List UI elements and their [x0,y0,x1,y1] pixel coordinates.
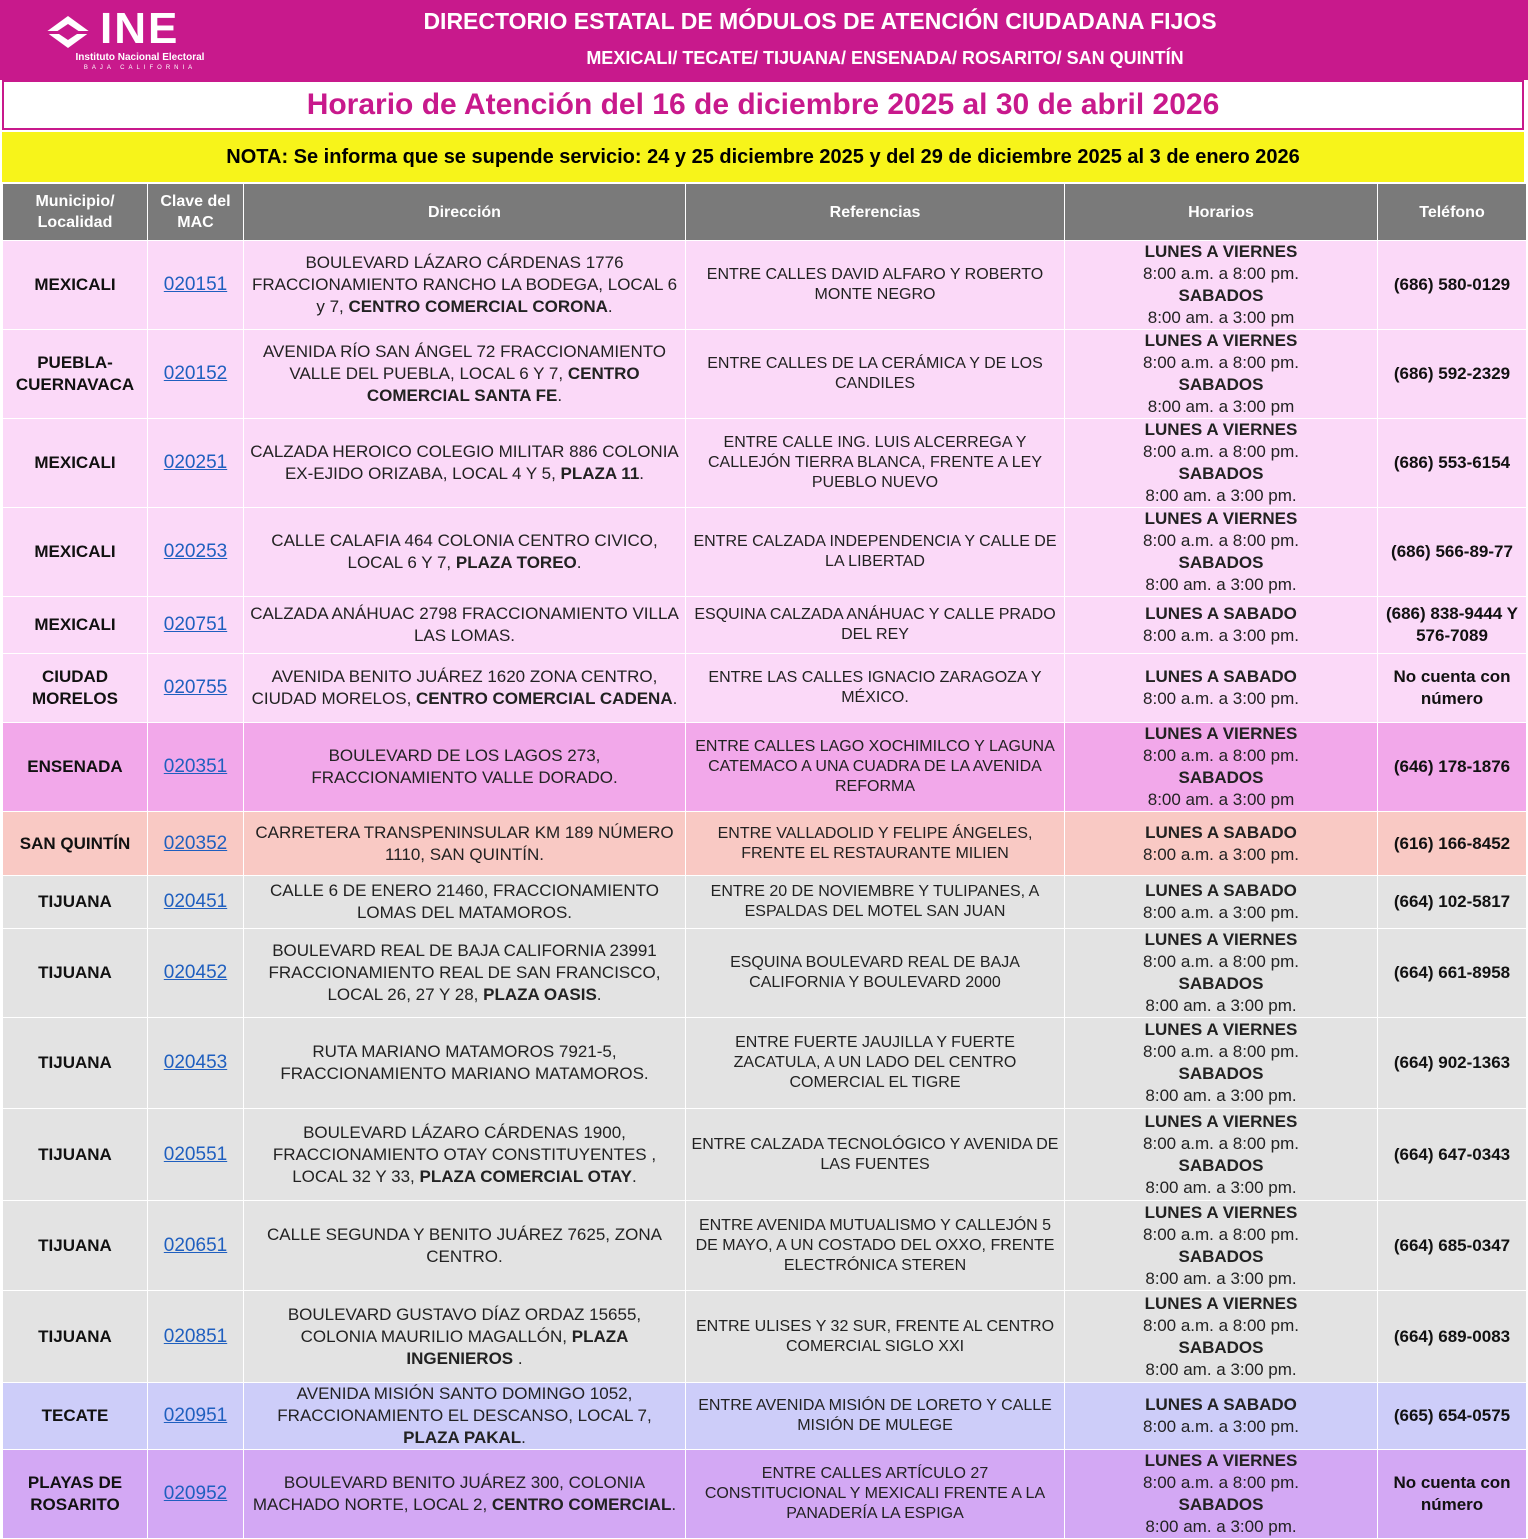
telefono-cell: No cuenta con número [1378,1450,1527,1539]
schedule-days: LUNES A VIERNES [1144,1111,1298,1131]
horarios-cell [1065,241,1378,330]
logo-word: INE [100,4,180,53]
horarios-cell [1065,1109,1378,1201]
schedule-hours-saturday: 8:00 am. a 3:00 pm [1147,308,1295,327]
telefono-cell: (686) 592-2329 [1378,330,1527,419]
schedule-days-saturday: SABADOS [1178,375,1264,394]
schedule-hours: 8:00 a.m. a 8:00 pm. [1143,1473,1299,1492]
schedule-hours: 8:00 a.m. a 8:00 pm. [1143,353,1299,372]
table-row [3,876,1527,929]
schedule-hours: 8:00 a.m. a 3:00 pm. [1143,1417,1299,1436]
logo-state: BAJA CALIFORNIA [83,65,197,71]
schedule-days: LUNES A VIERNES [1144,1020,1298,1039]
ine-logo-mark-icon [44,14,92,50]
schedule-days-saturday: SABADOS [1178,768,1264,787]
schedule-hours-saturday: 8:00 am. a 3:00 pm [1147,790,1295,809]
clave-link[interactable]: 020251 [163,452,228,473]
referencias-cell: ENTRE VALLADOLID Y FELIPE ÁNGELES, FRENTE EL RESTAURANTE MILIEN [686,812,1065,876]
telefono-cell: (686) 553-6154 [1378,419,1527,508]
address-plaza: PLAZA OASIS [483,985,597,1004]
address-text: CALZADA ANÁHUAC 2798 FRACCIONAMIENTO VILLA LAS LOMAS. [250,604,679,645]
schedule-hours-saturday: 8:00 am. a 3:00 pm. [1145,575,1297,594]
table-row [3,929,1527,1018]
direccion-cell [244,419,686,508]
clave-cell [148,330,244,419]
schedule-hours: 8:00 a.m. a 3:00 pm. [1143,844,1299,864]
address-plaza: PLAZA PAKAL [403,1428,522,1447]
schedule-days-saturday: SABADOS [1178,1246,1264,1266]
direccion-cell [244,1291,686,1383]
municipio-cell: PUEBLA-CUERNAVACA [3,330,148,419]
direccion-cell [244,1383,686,1450]
municipio-cell: ENSENADA [3,723,148,812]
schedule-hours-saturday: 8:00 am. a 3:00 pm. [1145,1177,1297,1197]
telefono-cell: (664) 902-1363 [1378,1018,1527,1109]
page-subtitle: MEXICALI/ TECATE/ TIJUANA/ ENSENADA/ ROSARITO/ SAN QUINTÍN [586,48,1184,68]
telefono-cell: (616) 166-8452 [1378,812,1527,876]
municipio-cell: MEXICALI [3,241,148,330]
schedule-days: LUNES A VIERNES [1144,509,1298,528]
horarios-cell [1065,597,1378,654]
schedule-days: LUNES A SABADO [1145,604,1297,623]
address-end: . [513,1348,523,1368]
schedule-days: LUNES A VIERNES [1144,242,1298,261]
page-title: DIRECTORIO ESTATAL DE MÓDULOS DE ATENCIÓN CIUDADANA FIJOS [423,8,1217,34]
direccion-cell [244,1018,686,1109]
address-plaza: CENTRO COMERCIAL CORONA [348,297,608,316]
horarios-cell [1065,1201,1378,1291]
table-row [3,1383,1527,1450]
schedule-days: LUNES A SABADO [1145,1395,1297,1414]
table-row [3,1018,1527,1109]
schedule-hours: 8:00 a.m. a 8:00 pm. [1143,1224,1299,1244]
municipio-cell: SAN QUINTÍN [3,812,148,876]
horarios-cell [1065,812,1378,876]
address-text: BOULEVARD DE LOS LAGOS 273, FRACCIONAMIENTO VALLE DORADO. [311,746,618,787]
telefono-cell: (686) 566-89-77 [1378,508,1527,597]
clave-cell [148,654,244,723]
address-end: . [607,297,613,316]
clave-cell [148,597,244,654]
schedule-hours: 8:00 a.m. a 8:00 pm. [1143,531,1299,550]
direccion-cell [244,597,686,654]
clave-link[interactable]: 020451 [163,891,228,912]
telefono-cell: (664) 689-0083 [1378,1291,1527,1383]
schedule-days: LUNES A VIERNES [1144,1293,1298,1313]
schedule-hours: 8:00 a.m. a 3:00 pm. [1143,689,1299,708]
clave-link[interactable]: 020152 [163,363,228,384]
address-text: AVENIDA RÍO SAN ÁNGEL 72 FRACCIONAMIENTO VALLE DEL PUEBLA, LOCAL 6 Y 7, [262,342,667,383]
municipio-cell: PLAYAS DE ROSARITO [3,1450,148,1539]
column-header-clave: Clave del MAC [148,184,244,241]
horarios-cell [1065,1383,1378,1450]
schedule-hours: 8:00 a.m. a 8:00 pm. [1143,264,1299,283]
referencias-cell: ENTRE ULISES Y 32 SUR, FRENTE AL CENTRO COMERCIAL SIGLO XXI [686,1291,1065,1383]
address-plaza: PLAZA TOREO [455,553,577,572]
referencias-cell: ENTRE CALLE ING. LUIS ALCERREGA Y CALLEJÓN TIERRA BLANCA, FRENTE A LEY PUEBLO NUEVO [686,419,1065,508]
referencias-cell: ENTRE FUERTE JAUJILLA Y FUERTE ZACATULA, A UN LADO DEL CENTRO COMERCIAL EL TIGRE [686,1018,1065,1109]
schedule-days-saturday: SABADOS [1178,974,1264,993]
clave-link[interactable]: 020851 [163,1325,228,1347]
schedule-days-saturday: SABADOS [1178,1064,1264,1083]
schedule-days: LUNES A VIERNES [1144,724,1298,743]
clave-link[interactable]: 020751 [163,614,228,635]
table-row [3,597,1527,654]
table-row [3,330,1527,419]
clave-link[interactable]: 020951 [163,1405,228,1426]
direccion-cell [244,929,686,1018]
horarios-cell [1065,929,1378,1018]
referencias-cell: ENTRE 20 DE NOVIEMBRE Y TULIPANES, A ESPALDAS DEL MOTEL SAN JUAN [686,876,1065,929]
modules-table [2,183,1527,1539]
address-plaza: CENTRO COMERCIAL [491,1495,672,1514]
direccion-cell [244,241,686,330]
schedule-days: LUNES A VIERNES [1144,1202,1298,1222]
table-header-row [3,184,1527,241]
horarios-cell [1065,1291,1378,1383]
schedule-hours: 8:00 a.m. a 8:00 pm. [1143,1042,1299,1061]
telefono-cell: (664) 102-5817 [1378,876,1527,929]
direccion-cell [244,723,686,812]
table-row [3,723,1527,812]
schedule-hours: 8:00 a.m. a 8:00 pm. [1143,952,1299,971]
table-row [3,654,1527,723]
address-text: CALLE 6 DE ENERO 21460, FRACCIONAMIENTO LOMAS DEL MATAMOROS. [270,881,659,922]
municipio-cell: TIJUANA [3,876,148,929]
clave-cell [148,241,244,330]
column-header-municipio: Municipio/ Localidad [3,184,148,241]
municipio-cell: CIUDAD MORELOS [3,654,148,723]
header-banner [0,0,1528,80]
column-header-referencias: Referencias [686,184,1065,241]
column-header-telefono: Teléfono [1378,184,1527,241]
address-plaza: CENTRO COMERCIAL CADENA [416,689,673,708]
address-text: BOULEVARD LÁZARO CÁRDENAS 1900, FRACCIONAMIENTO OTAY CONSTITUYENTES , LOCAL 32 Y 33, [272,1122,657,1186]
municipio-cell: TIJUANA [3,1018,148,1109]
schedule-days-saturday: SABADOS [1178,1337,1264,1357]
horarios-cell [1065,1018,1378,1109]
schedule-hours: 8:00 a.m. a 8:00 pm. [1143,442,1299,461]
address-end: . [596,985,602,1004]
address-plaza: PLAZA 11 [560,464,640,483]
telefono-cell: (646) 178-1876 [1378,723,1527,812]
table-row [3,1201,1527,1291]
schedule-days: LUNES A VIERNES [1144,420,1298,439]
ine-logo [40,4,240,72]
clave-cell [148,508,244,597]
horarios-cell [1065,508,1378,597]
table-row [3,508,1527,597]
schedule-days-saturday: SABADOS [1178,553,1264,572]
table-row [3,1109,1527,1201]
schedule-days-saturday: SABADOS [1178,464,1264,483]
referencias-cell: ENTRE AVENIDA MUTUALISMO Y CALLEJÓN 5 DE MAYO, A UN COSTADO DEL OXXO, FRENTE ELECTRÓNICA STEREN [686,1201,1065,1291]
telefono-cell: No cuenta con número [1378,654,1527,723]
telefono-cell: (665) 654-0575 [1378,1383,1527,1450]
address-text: CALLE SEGUNDA Y BENITO JUÁREZ 7625, ZONA CENTRO. [267,1224,662,1266]
schedule-hours: 8:00 a.m. a 8:00 pm. [1143,746,1299,765]
municipio-cell: MEXICALI [3,597,148,654]
address-text: CARRETERA TRANSPENINSULAR KM 189 NÚMERO 1110, SAN QUINTÍN. [255,822,674,864]
schedule-days-saturday: SABADOS [1178,1495,1264,1514]
horarios-cell [1065,876,1378,929]
address-plaza: PLAZA COMERCIAL OTAY [419,1166,633,1186]
clave-cell [148,1450,244,1539]
clave-cell [148,876,244,929]
schedule-hours: 8:00 a.m. a 8:00 pm. [1143,1315,1299,1335]
schedule-hours-saturday: 8:00 am. a 3:00 pm. [1145,1268,1297,1288]
horarios-cell [1065,654,1378,723]
horarios-cell [1065,1450,1378,1539]
referencias-cell: ENTRE AVENIDA MISIÓN DE LORETO Y CALLE MISIÓN DE MULEGE [686,1383,1065,1450]
telefono-cell: (664) 647-0343 [1378,1109,1527,1201]
clave-link[interactable]: 020952 [163,1483,228,1504]
schedule-hours-saturday: 8:00 am. a 3:00 pm [1147,397,1295,416]
address-end: . [632,1166,637,1186]
schedule-hours-saturday: 8:00 am. a 3:00 pm. [1145,1086,1297,1105]
municipio-cell: TIJUANA [3,929,148,1018]
logo-subtitle: Instituto Nacional Electoral [75,52,205,63]
address-end: . [639,464,645,483]
clave-link[interactable]: 020351 [163,756,228,777]
direccion-cell [244,812,686,876]
referencias-cell: ENTRE CALLES DAVID ALFARO Y ROBERTO MONTE NEGRO [686,241,1065,330]
telefono-cell: (664) 661-8958 [1378,929,1527,1018]
clave-cell [148,723,244,812]
schedule-days: LUNES A SABADO [1145,881,1297,900]
address-text: CALZADA HEROICO COLEGIO MILITAR 886 COLONIA EX-EJIDO ORIZABA, LOCAL 4 Y 5, [250,442,679,483]
clave-cell [148,1383,244,1450]
schedule-hours-saturday: 8:00 am. a 3:00 pm. [1145,1517,1297,1536]
column-header-direccion: Dirección [244,184,686,241]
telefono-cell: (686) 580-0129 [1378,241,1527,330]
schedule-days: LUNES A VIERNES [1144,1451,1298,1470]
address-plaza: PLAZA INGENIEROS [406,1326,629,1368]
municipio-cell: MEXICALI [3,419,148,508]
clave-cell [148,419,244,508]
horarios-cell [1065,723,1378,812]
schedule-days: LUNES A VIERNES [1144,930,1298,949]
schedule-hours: 8:00 a.m. a 8:00 pm. [1143,1133,1299,1153]
schedule-days: LUNES A SABADO [1145,822,1297,842]
direccion-cell [244,876,686,929]
clave-cell [148,1109,244,1201]
address-text: AVENIDA BENITO JUÁREZ 1620 ZONA CENTRO, CIUDAD MORELOS, [251,667,658,708]
service-note: NOTA: Se informa que se supende servicio: 24 y 25 diciembre 2025 y del 29 de diciembre 2025 al 3 de enero 2026 [2,132,1524,182]
address-text: BOULEVARD REAL DE BAJA CALIFORNIA 23991 FRACCIONAMIENTO REAL DE SAN FRANCISCO, LOCAL 26, 27 Y 28, [268,941,661,1004]
referencias-cell: ENTRE CALZADA INDEPENDENCIA Y CALLE DE LA LIBERTAD [686,508,1065,597]
table-row [3,241,1527,330]
clave-cell [148,929,244,1018]
referencias-cell: ENTRE CALLES DE LA CERÁMICA Y DE LOS CANDILES [686,330,1065,419]
address-end: . [672,689,678,708]
municipio-cell: TECATE [3,1383,148,1450]
clave-link[interactable]: 020651 [163,1234,228,1256]
address-text: BOULEVARD GUSTAVO DÍAZ ORDAZ 15655, COLONIA MAURILIO MAGALLÓN, [287,1304,642,1346]
schedule-hours: 8:00 a.m. a 3:00 pm. [1143,626,1299,645]
clave-link[interactable]: 020452 [163,962,228,983]
column-header-horarios: Horarios [1065,184,1378,241]
direccion-cell [244,330,686,419]
referencias-cell: ENTRE LAS CALLES IGNACIO ZARAGOZA Y MÉXICO. [686,654,1065,723]
municipio-cell: TIJUANA [3,1201,148,1291]
referencias-cell: ENTRE CALLES ARTÍCULO 27 CONSTITUCIONAL Y MEXICALI FRENTE A LA PANADERÍA LA ESPIGA [686,1450,1065,1539]
municipio-cell: TIJUANA [3,1109,148,1201]
schedule-days: LUNES A SABADO [1145,667,1297,686]
referencias-cell: ESQUINA CALZADA ANÁHUAC Y CALLE PRADO DEL REY [686,597,1065,654]
horarios-cell [1065,419,1378,508]
address-end: . [671,1495,677,1514]
address-text: CALLE CALAFIA 464 COLONIA CENTRO CIVICO, LOCAL 6 Y 7, [271,531,658,572]
horarios-cell [1065,330,1378,419]
direccion-cell [244,1201,686,1291]
direccion-cell [244,508,686,597]
address-text: BOULEVARD BENITO JUÁREZ 300, COLONIA MACHADO NORTE, LOCAL 2, [252,1473,646,1514]
telefono-cell: (686) 838-9444 Y 576-7089 [1378,597,1527,654]
clave-cell [148,1018,244,1109]
clave-link[interactable]: 020352 [163,832,228,854]
table-row [3,1291,1527,1383]
municipio-cell: MEXICALI [3,508,148,597]
address-end: . [521,1428,526,1447]
direccion-cell [244,654,686,723]
address-end: . [576,553,582,572]
schedule-days: LUNES A VIERNES [1144,331,1298,350]
referencias-cell: ENTRE CALLES LAGO XOCHIMILCO Y LAGUNA CATEMACO A UNA CUADRA DE LA AVENIDA REFORMA [686,723,1065,812]
address-text: BOULEVARD LÁZARO CÁRDENAS 1776 FRACCIONAMIENTO RANCHO LA BODEGA, LOCAL 6 y 7, [251,253,678,316]
schedule-days-saturday: SABADOS [1178,286,1264,305]
schedule-heading: Horario de Atención del 16 de diciembre 2025 al 30 de abril 2026 [2,80,1524,130]
direccion-cell [244,1450,686,1539]
table-row [3,1450,1527,1539]
table-row [3,812,1527,876]
telefono-cell: (664) 685-0347 [1378,1201,1527,1291]
address-plaza: CENTRO COMERCIAL SANTA FE [366,364,640,405]
clave-cell [148,1201,244,1291]
schedule-hours-saturday: 8:00 am. a 3:00 pm. [1145,996,1297,1015]
schedule-days-saturday: SABADOS [1178,1155,1264,1175]
schedule-hours-saturday: 8:00 am. a 3:00 pm. [1145,1359,1297,1379]
clave-link[interactable]: 020253 [163,541,228,562]
address-end: . [557,386,563,405]
clave-cell [148,1291,244,1383]
clave-link[interactable]: 020551 [163,1143,228,1165]
schedule-hours-saturday: 8:00 am. a 3:00 pm. [1145,486,1297,505]
referencias-cell: ENTRE CALZADA TECNOLÓGICO Y AVENIDA DE LAS FUENTES [686,1109,1065,1201]
referencias-cell: ESQUINA BOULEVARD REAL DE BAJA CALIFORNIA Y BOULEVARD 2000 [686,929,1065,1018]
clave-link[interactable]: 020151 [163,274,228,295]
address-text: AVENIDA MISIÓN SANTO DOMINGO 1052, FRACCIONAMIENTO EL DESCANSO, LOCAL 7, [277,1384,652,1425]
clave-link[interactable]: 020453 [163,1052,228,1073]
table-row [3,419,1527,508]
municipio-cell: TIJUANA [3,1291,148,1383]
direccion-cell [244,1109,686,1201]
clave-cell [148,812,244,876]
clave-link[interactable]: 020755 [163,677,228,698]
address-text: RUTA MARIANO MATAMOROS 7921-5, FRACCIONAMIENTO MARIANO MATAMOROS. [280,1042,649,1083]
schedule-hours: 8:00 a.m. a 3:00 pm. [1143,903,1299,922]
